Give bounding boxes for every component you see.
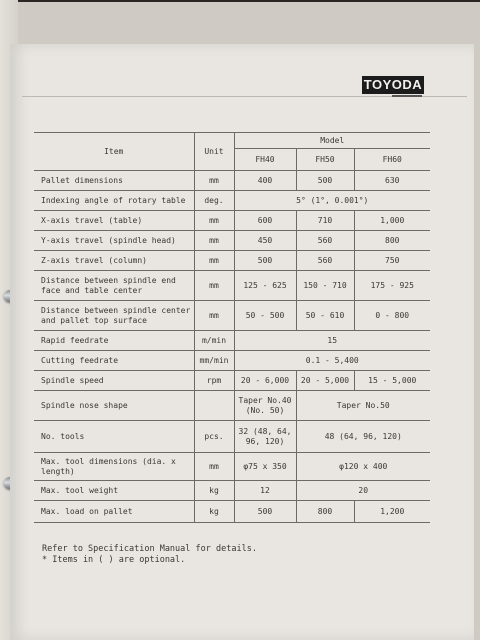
value-fh40: 500 [234, 251, 296, 271]
value-all-models: 0.1 - 5,400 [234, 351, 430, 371]
header-model: Model [234, 133, 430, 149]
footnote-optional: * Items in ( ) are optional. [42, 555, 186, 565]
row-unit: m/min [194, 331, 234, 351]
table-row [34, 391, 430, 421]
row-unit: mm [194, 301, 234, 331]
row-item: Cutting feedrate [34, 351, 194, 371]
row-item: Max. tool weight [34, 481, 194, 501]
row-item: Rapid feedrate [34, 331, 194, 351]
row-item: Spindle speed [34, 371, 194, 391]
value-fh50: 560 [296, 251, 354, 271]
value-fh50: 560 [296, 231, 354, 251]
table-row [34, 211, 430, 231]
table-row [34, 231, 430, 251]
row-item: X-axis travel (table) [34, 211, 194, 231]
row-unit: kg [194, 481, 234, 501]
footnote-reference: Refer to Specification Manual for details. [42, 544, 257, 554]
value-fh60: 175 - 925 [354, 271, 430, 301]
row-unit: mm [194, 171, 234, 191]
row-unit: mm [194, 231, 234, 251]
row-item: Distance between spindle end face and table center [34, 271, 194, 301]
value-fh50-fh60: φ120 x 400 [296, 453, 430, 481]
row-unit: deg. [194, 191, 234, 211]
row-unit: mm [194, 271, 234, 301]
value-fh50: 150 - 710 [296, 271, 354, 301]
row-unit [194, 391, 234, 421]
table-row [34, 351, 430, 371]
footnotes [42, 544, 257, 566]
table-row [34, 251, 430, 271]
header-model-fh60: FH60 [354, 149, 430, 171]
value-fh60: 630 [354, 171, 430, 191]
row-item: Max. load on pallet [34, 501, 194, 523]
table-row [34, 171, 430, 191]
value-fh40: φ75 x 350 [234, 453, 296, 481]
row-unit: mm [194, 211, 234, 231]
row-item: Spindle nose shape [34, 391, 194, 421]
value-fh60: 15 - 5,000 [354, 371, 430, 391]
value-fh40: 32 (48, 64, 96, 120) [234, 421, 296, 453]
header-item: Item [34, 133, 194, 171]
value-fh50-fh60: Taper No.50 [296, 391, 430, 421]
table-row [34, 421, 430, 453]
table-row [34, 271, 430, 301]
row-unit: mm/min [194, 351, 234, 371]
value-fh50: 500 [296, 171, 354, 191]
toyoda-logo: TOYODA [363, 77, 423, 92]
row-unit: mm [194, 251, 234, 271]
value-fh40: 12 [234, 481, 296, 501]
row-item: Z-axis travel (column) [34, 251, 194, 271]
table-row [34, 191, 430, 211]
row-unit: pcs. [194, 421, 234, 453]
value-fh60: 1,200 [354, 501, 430, 523]
value-fh40: 400 [234, 171, 296, 191]
header-model-fh50: FH50 [296, 149, 354, 171]
table-row [34, 331, 430, 351]
value-fh40: 500 [234, 501, 296, 523]
row-item: No. tools [34, 421, 194, 453]
header-model-fh40: FH40 [234, 149, 296, 171]
value-fh50-fh60: 48 (64, 96, 120) [296, 421, 430, 453]
table-row [34, 371, 430, 391]
value-fh60: 1,000 [354, 211, 430, 231]
specification-table [34, 132, 430, 523]
row-unit: rpm [194, 371, 234, 391]
row-unit: mm [194, 453, 234, 481]
value-all-models: 15 [234, 331, 430, 351]
value-fh40: 450 [234, 231, 296, 251]
table-row [34, 301, 430, 331]
table-row [34, 501, 430, 523]
value-fh60: 800 [354, 231, 430, 251]
value-fh40: 20 - 6,000 [234, 371, 296, 391]
row-unit: kg [194, 501, 234, 523]
table-row [34, 453, 430, 481]
value-fh40: 600 [234, 211, 296, 231]
value-fh50: 20 - 5,000 [296, 371, 354, 391]
row-item: Distance between spindle center and pallet top surface [34, 301, 194, 331]
table-row [34, 481, 430, 501]
logo-underline [392, 95, 422, 97]
row-item: Indexing angle of rotary table [34, 191, 194, 211]
value-fh40: 50 - 500 [234, 301, 296, 331]
value-fh50: 710 [296, 211, 354, 231]
row-item: Pallet dimensions [34, 171, 194, 191]
value-fh50: 800 [296, 501, 354, 523]
value-fh50: 50 - 610 [296, 301, 354, 331]
value-fh60: 0 - 800 [354, 301, 430, 331]
value-fh60: 750 [354, 251, 430, 271]
value-fh40: 125 - 625 [234, 271, 296, 301]
row-item: Max. tool dimensions (dia. x length) [34, 453, 194, 481]
value-fh50-fh60: 20 [296, 481, 430, 501]
header-unit: Unit [194, 133, 234, 171]
value-all-models: 5° (1°, 0.001°) [234, 191, 430, 211]
row-item: Y-axis travel (spindle head) [34, 231, 194, 251]
value-fh40: Taper No.40 (No. 50) [234, 391, 296, 421]
